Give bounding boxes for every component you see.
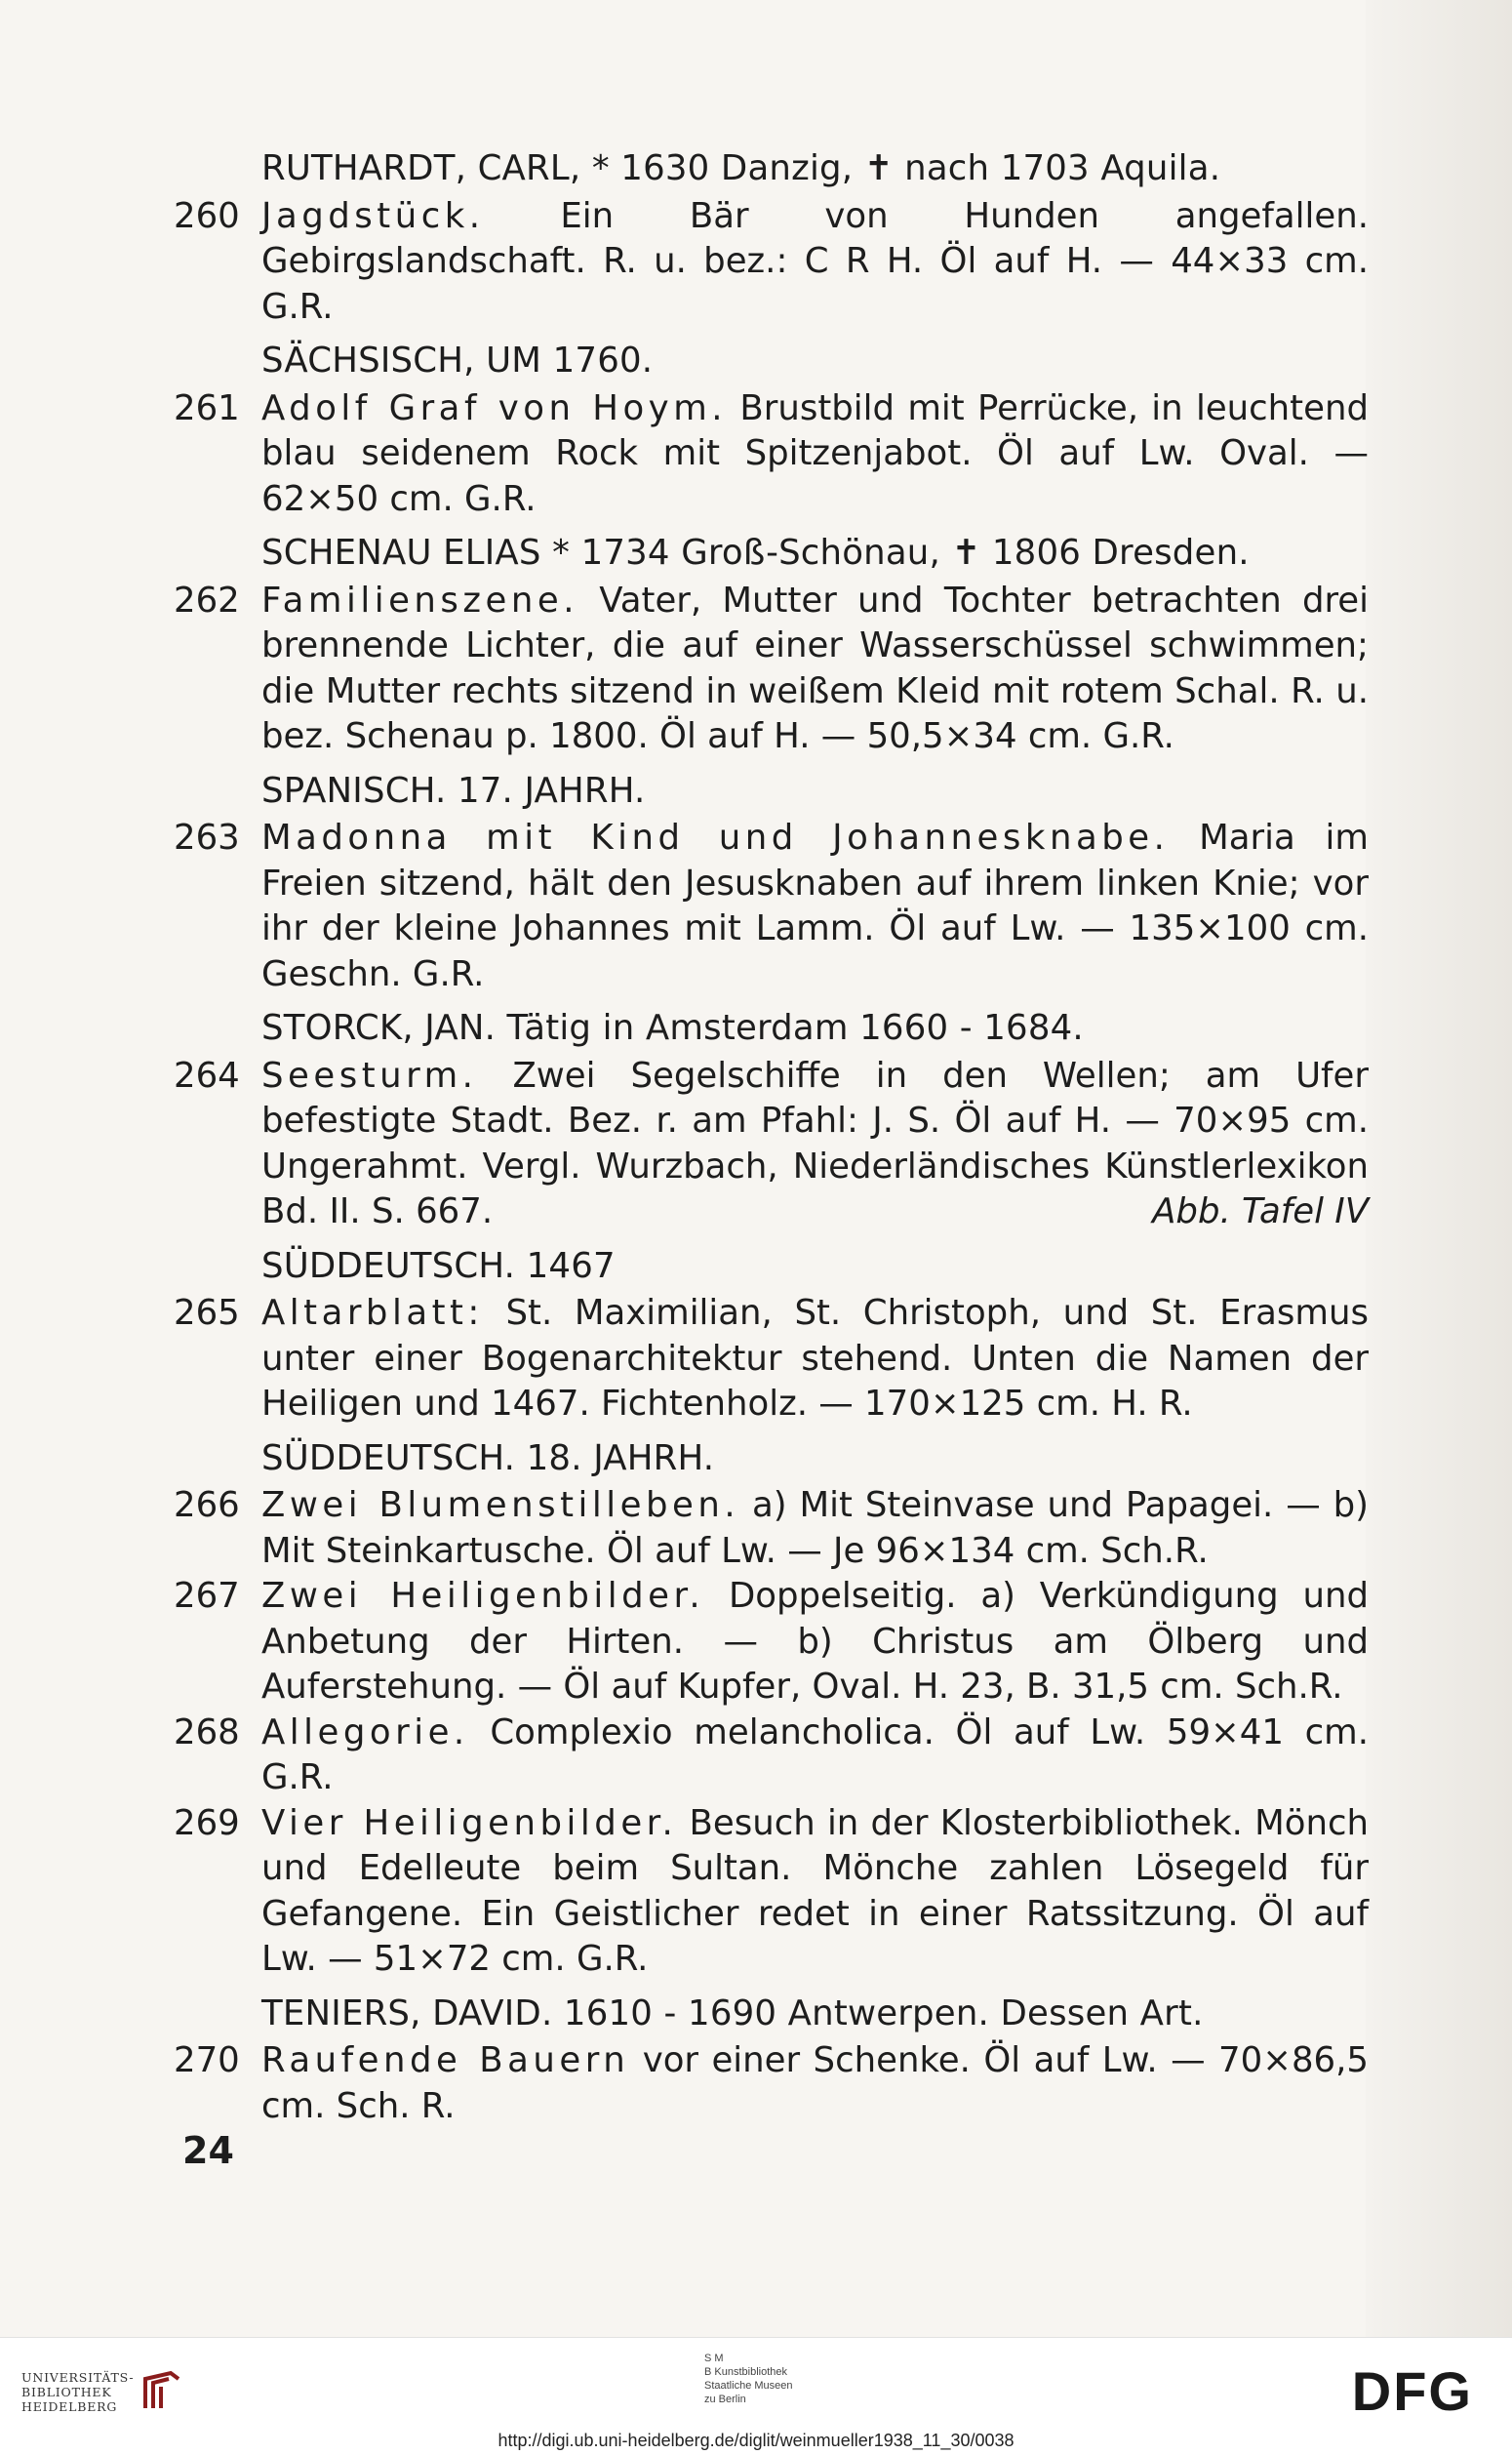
entry-body (261, 1483, 1369, 1574)
catalog-entry (174, 579, 1369, 760)
entry-title: Altarblatt: (261, 1293, 484, 1333)
entry-body (261, 1291, 1369, 1428)
entry-body (261, 1574, 1369, 1710)
university-line-2: BIBLIOTHEK (21, 2384, 112, 2399)
catalog-entry (174, 1483, 1369, 1574)
entry-number: 261 (174, 387, 240, 428)
entry-description: a) Mit Steinvase und Papagei. — b) Mit Steinkartusche. Öl auf Lw. — Je 96×134 cm. Sch.R. (261, 1485, 1369, 1571)
berlin-museums-logo (704, 2352, 793, 2406)
artist-heading: SÜDDEUTSCH. 1467 (261, 1245, 616, 1286)
entry-description: Vater, Mutter und Tochter betrachten drei brennende Lichter, die auf einer Wasserschüssel schwimmen; die Mutter rechts sitzend in weißem Kleid mit rotem Schal. R. u. bez. Schenau p. 1800. Öl auf H. — 50,5×34 cm. G.R. (261, 580, 1369, 756)
entry-title: Familienszene. (261, 580, 579, 621)
entry-number: 260 (174, 195, 240, 236)
entry-title: Jagdstück. (261, 195, 485, 236)
catalog-entry (174, 1054, 1369, 1235)
entry-number: 270 (174, 2040, 240, 2080)
page-number: 24 (182, 2129, 234, 2172)
entry-body (261, 816, 1369, 997)
entry-title: Allegorie. (261, 1711, 469, 1752)
entry-body (261, 194, 1369, 331)
catalog-entry (174, 1291, 1369, 1428)
entry-description: Besuch in der Klosterbibliothek. Mönch und Edelleute beim Sultan. Mönche zahlen Lösegeld für Gefangene. Ein Geistlicher redet in einer Ratssitzung. Öl auf Lw. — 51×72 cm. G.R. (261, 1802, 1369, 1979)
catalog-entry (174, 1574, 1369, 1710)
entry-description: vor einer Schenke. Öl auf Lw. — 70×86,5 cm. Sch. R. (261, 2040, 1369, 2126)
artist-heading: STORCK, JAN. Tätig in Amsterdam 1660 - 1684. (261, 1008, 1084, 1048)
artist-heading: SÜDDEUTSCH. 18. JAHRH. (261, 1437, 715, 1478)
center-line-3: Staatliche Museen (704, 2380, 793, 2392)
entry-number: 264 (174, 1055, 240, 1096)
entry-description: Doppelseitig. a) Verkündigung und Anbetung der Hirten. — b) Christus am Ölberg und Auferstehung. — Öl auf Kupfer, Oval. H. 23, B. 31,5 cm. Sch.R. (261, 1576, 1369, 1707)
center-line-2: B Kunstbibliothek (704, 2366, 787, 2378)
facing-page-edge (1366, 0, 1512, 2337)
entry-body (261, 2038, 1369, 2129)
entry-number: 263 (174, 818, 240, 858)
artist-heading: SCHENAU ELIAS * 1734 Groß-Schönau, ✝ 1806 Dresden. (261, 533, 1250, 573)
digitization-footer (0, 2337, 1512, 2455)
university-library-logo[interactable] (21, 2369, 182, 2414)
entry-description: St. Maximilian, St. Christoph, und St. Erasmus unter einer Bogenarchitektur stehend. Unten die Namen der Heiligen und 1467. Fichtenholz. — 170×125 cm. H. R. (261, 1293, 1369, 1424)
entry-number: 266 (174, 1485, 240, 1525)
catalog-entry (174, 2038, 1369, 2129)
catalog-entry (174, 386, 1369, 523)
entry-number: 267 (174, 1576, 240, 1616)
permalink-url[interactable]: http://digi.ub.uni-heidelberg.de/diglit/weinmueller1938_11_30/0038 (497, 2431, 1015, 2450)
artist-heading: SÄCHSISCH, UM 1760. (261, 341, 654, 381)
entry-number: 265 (174, 1293, 240, 1333)
library-emblem-icon (141, 2369, 182, 2414)
university-line-1: UNIVERSITÄTS- (21, 2369, 135, 2385)
catalog-entry (174, 816, 1369, 997)
entry-description: Maria im Freien sitzend, hält den Jesusknaben auf ihrem linken Knie; vor ihr der kleine Johannes mit Lamm. Öl auf Lw. — 135×100 cm. Geschn. G.R. (261, 818, 1369, 994)
entry-number: 269 (174, 1802, 240, 1843)
artist-heading: TENIERS, DAVID. 1610 - 1690 Antwerpen. Dessen Art. (261, 1992, 1204, 2033)
entry-title: Zwei Blumenstilleben. (261, 1485, 740, 1525)
catalog-entry (174, 1710, 1369, 1801)
entry-body (261, 1801, 1369, 1983)
entry-title: Vier Heiligenbilder. (261, 1802, 678, 1843)
entry-title: Zwei Heiligenbilder. (261, 1576, 705, 1616)
catalog-entry (174, 194, 1369, 331)
center-line-4: zu Berlin (704, 2394, 746, 2405)
entry-title: Raufende Bauern (261, 2040, 630, 2080)
entry-body (261, 1710, 1369, 1801)
entry-description: Complexio melancholica. Öl auf Lw. 59×41 cm. G.R. (261, 1711, 1369, 1797)
artist-heading: RUTHARDT, CARL, * 1630 Danzig, ✝ nach 1703 Aquila. (261, 148, 1221, 188)
entry-description: Ein Bär von Hunden angefallen. Gebirgslandschaft. R. u. bez.: C R H. Öl auf H. — 44×33 cm. G.R. (261, 195, 1369, 327)
entry-body (261, 579, 1369, 760)
plate-reference: Abb. Tafel IV (1152, 1191, 1369, 1231)
entry-description: Brustbild mit Perrücke, in leuchtend blau seidenem Rock mit Spitzenjabot. Öl auf Lw. Oval. — 62×50 cm. G.R. (261, 387, 1369, 519)
center-line-1: S M (704, 2353, 724, 2364)
entry-title: Adolf Graf von Hoym. (261, 387, 728, 428)
entry-number: 262 (174, 580, 240, 621)
catalog-entry (174, 1801, 1369, 1983)
entry-body (261, 1054, 1369, 1235)
dfg-logo: DFG (1351, 2360, 1473, 2422)
entry-number: 268 (174, 1711, 240, 1752)
entry-body (261, 386, 1369, 523)
artist-heading: SPANISCH. 17. JAHRH. (261, 770, 646, 811)
university-line-3: HEIDELBERG (21, 2398, 118, 2414)
entry-title: Madonna mit Kind und Johannesknabe. (261, 818, 1170, 858)
catalog-text (174, 146, 1369, 2129)
entry-description: Zwei Segelschiffe in den Wellen; am Ufer befestigte Stadt. Bez. r. am Pfahl: J. S. Öl auf H. — 70×95 cm. Ungerahmt. Vergl. Wurzbach, Niederländisches Künstlerlexikon Bd. II. S. 667. (261, 1055, 1369, 1231)
entry-title: Seesturm. (261, 1055, 478, 1096)
